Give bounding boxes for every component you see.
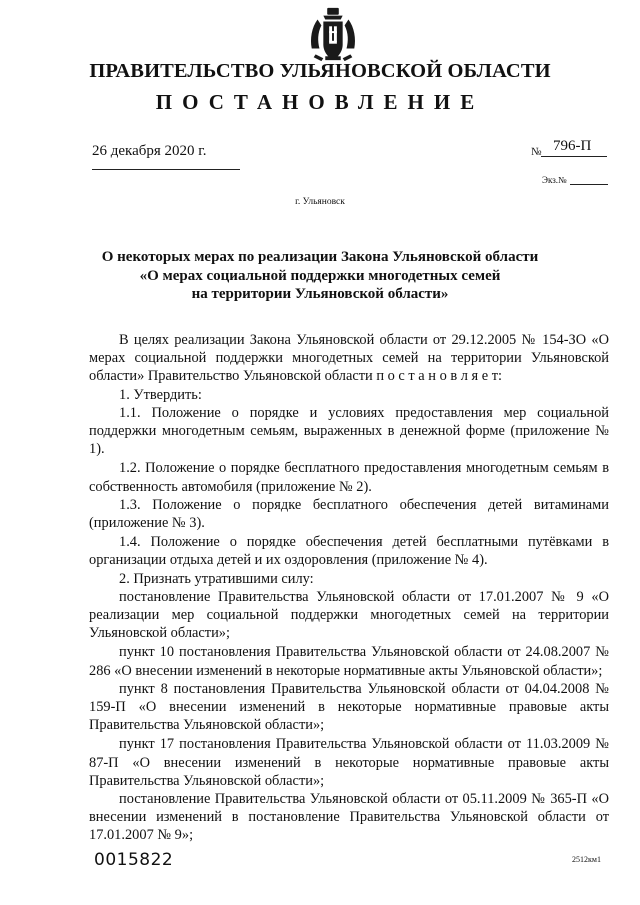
clause-1-4: 1.4. Положение о порядке обеспечения детей бесплатными путёвками в организации отдыха детей и их оздоровления (приложение № 4). bbox=[89, 534, 609, 569]
repealed-item: пункт 8 постановления Правительства Ульяновской области от 04.04.2008 № 159-П «О внесении изменений в некоторые нормативные правовые акты Правительства Ульяновской области»; bbox=[89, 680, 609, 734]
document-date: 26 декабря 2020 г. bbox=[92, 143, 207, 159]
clause-2: 2. Признать утратившими силу: bbox=[119, 570, 314, 587]
copy-number-label: Экз.№ bbox=[542, 175, 567, 185]
document-title bbox=[60, 248, 580, 304]
document-type-heading: ПОСТАНОВЛЕНИЕ bbox=[155, 90, 485, 114]
date-underline bbox=[92, 169, 240, 170]
clause-1-3: 1.3. Положение о порядке бесплатного обеспечения детей витаминами (приложение № 3). bbox=[89, 496, 609, 532]
repealed-item: пункт 10 постановления Правительства Ульяновской области от 24.08.2007 № 286 «О внесении изменений в некоторые нормативные акты Ульяновской области»; bbox=[89, 644, 609, 679]
repealed-item: пункт 17 постановления Правительства Ульяновской области от 11.03.2009 № 87-П «О внесении изменений в некоторые нормативные правовые акты Правительства Ульяновской области»; bbox=[89, 736, 609, 789]
coat-of-arms-emblem bbox=[304, 6, 362, 64]
clause-1-2: 1.2. Положение о порядке бесплатного предоставления многодетным семьям в собственность автомобиля (приложение № 2). bbox=[89, 460, 609, 495]
clause-1-1: 1.1. Положение о порядке и условиях предоставления мер социальной поддержки многодетным семьям, выраженных в денежной форме (приложение № 1). bbox=[89, 404, 609, 458]
clause-1: 1. Утвердить: bbox=[119, 386, 202, 403]
repealed-item: постановление Правительства Ульяновской области от 05.11.2009 № 365-П «О внесении изменений в постановление Правительства Ульяновской области от 17.01.2007 № 9»; bbox=[89, 791, 609, 844]
form-serial-number: 0015822 bbox=[94, 850, 174, 870]
preamble-paragraph: В целях реализации Закона Ульяновской области от 29.12.2005 № 154-ЗО «О мерах социальной поддержки многодетных семей на территории Ульяновской области» Правительство Ульяновской области п о с т а н о в л я е т: bbox=[89, 332, 609, 385]
document-number: 796-П bbox=[553, 138, 592, 154]
document-body bbox=[89, 331, 609, 845]
title-line: на территории Ульяновской области» bbox=[191, 286, 449, 302]
form-identifier: 2512км1 bbox=[572, 855, 601, 864]
organization-heading: ПРАВИТЕЛЬСТВО УЛЬЯНОВСКОЙ ОБЛАСТИ bbox=[89, 60, 551, 82]
number-underline bbox=[541, 156, 607, 157]
number-mark: № bbox=[531, 146, 542, 158]
copy-number-underline bbox=[570, 184, 608, 185]
title-line: «О мерах социальной поддержки многодетных семей bbox=[139, 267, 501, 284]
title-line: О некоторых мерах по реализации Закона Ульяновской области bbox=[101, 249, 539, 265]
city-line: г. Ульяновск bbox=[295, 197, 345, 207]
repealed-item: постановление Правительства Ульяновской области от 17.01.2007 № 9 «О реализации мер социальной поддержки многодетных семей на территории Ульяновской области»; bbox=[89, 588, 609, 642]
